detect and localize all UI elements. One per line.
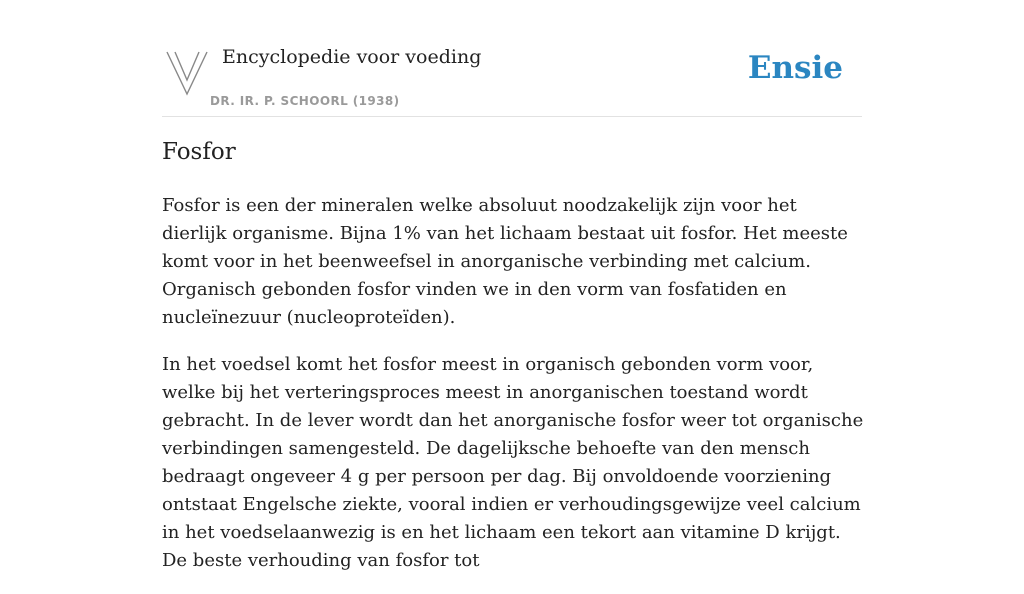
page-title: Fosfor <box>162 139 236 165</box>
entry-body <box>162 192 864 594</box>
page <box>162 0 864 571</box>
brand-logo[interactable]: Ensie <box>747 50 843 86</box>
v-logo-icon[interactable] <box>166 50 208 96</box>
page-header <box>162 0 862 117</box>
author-label: DR. IR. P. SCHOORL (1938) <box>210 94 400 108</box>
paragraph: Fosfor is een der mineralen welke absoluut noodzakelijk zijn voor het dierlijk organisme. Bijna 1% van het lichaam bestaat uit fosfor. Het meeste komt voor in het beenweefsel in anorganische verbinding met calcium. Organisch gebonden fosfor vinden we in den vorm van fosfatiden en nucleïnezuur (nucleoproteïden). <box>162 195 848 328</box>
book-title[interactable]: Encyclopedie voor voeding <box>222 46 482 68</box>
paragraph: In het voedsel komt het fosfor meest in organisch gebonden vorm voor, welke bij het verteringsproces meest in anorganischen toestand wordt gebracht. In de lever wordt dan het anorganische fosfor weer tot organische verbindingen samengesteld. De dagelijksche behoefte van den mensch bedraagt ongeveer 4 g per persoon per dag. Bij onvoldoende voorziening ontstaat Engelsche ziekte, vooral indien er verhoudingsgewijze veel calcium in het voedselaanwezig is en het lichaam een tekort aan vitamine D krijgt. De beste verhouding van fosfor tot <box>162 354 864 571</box>
